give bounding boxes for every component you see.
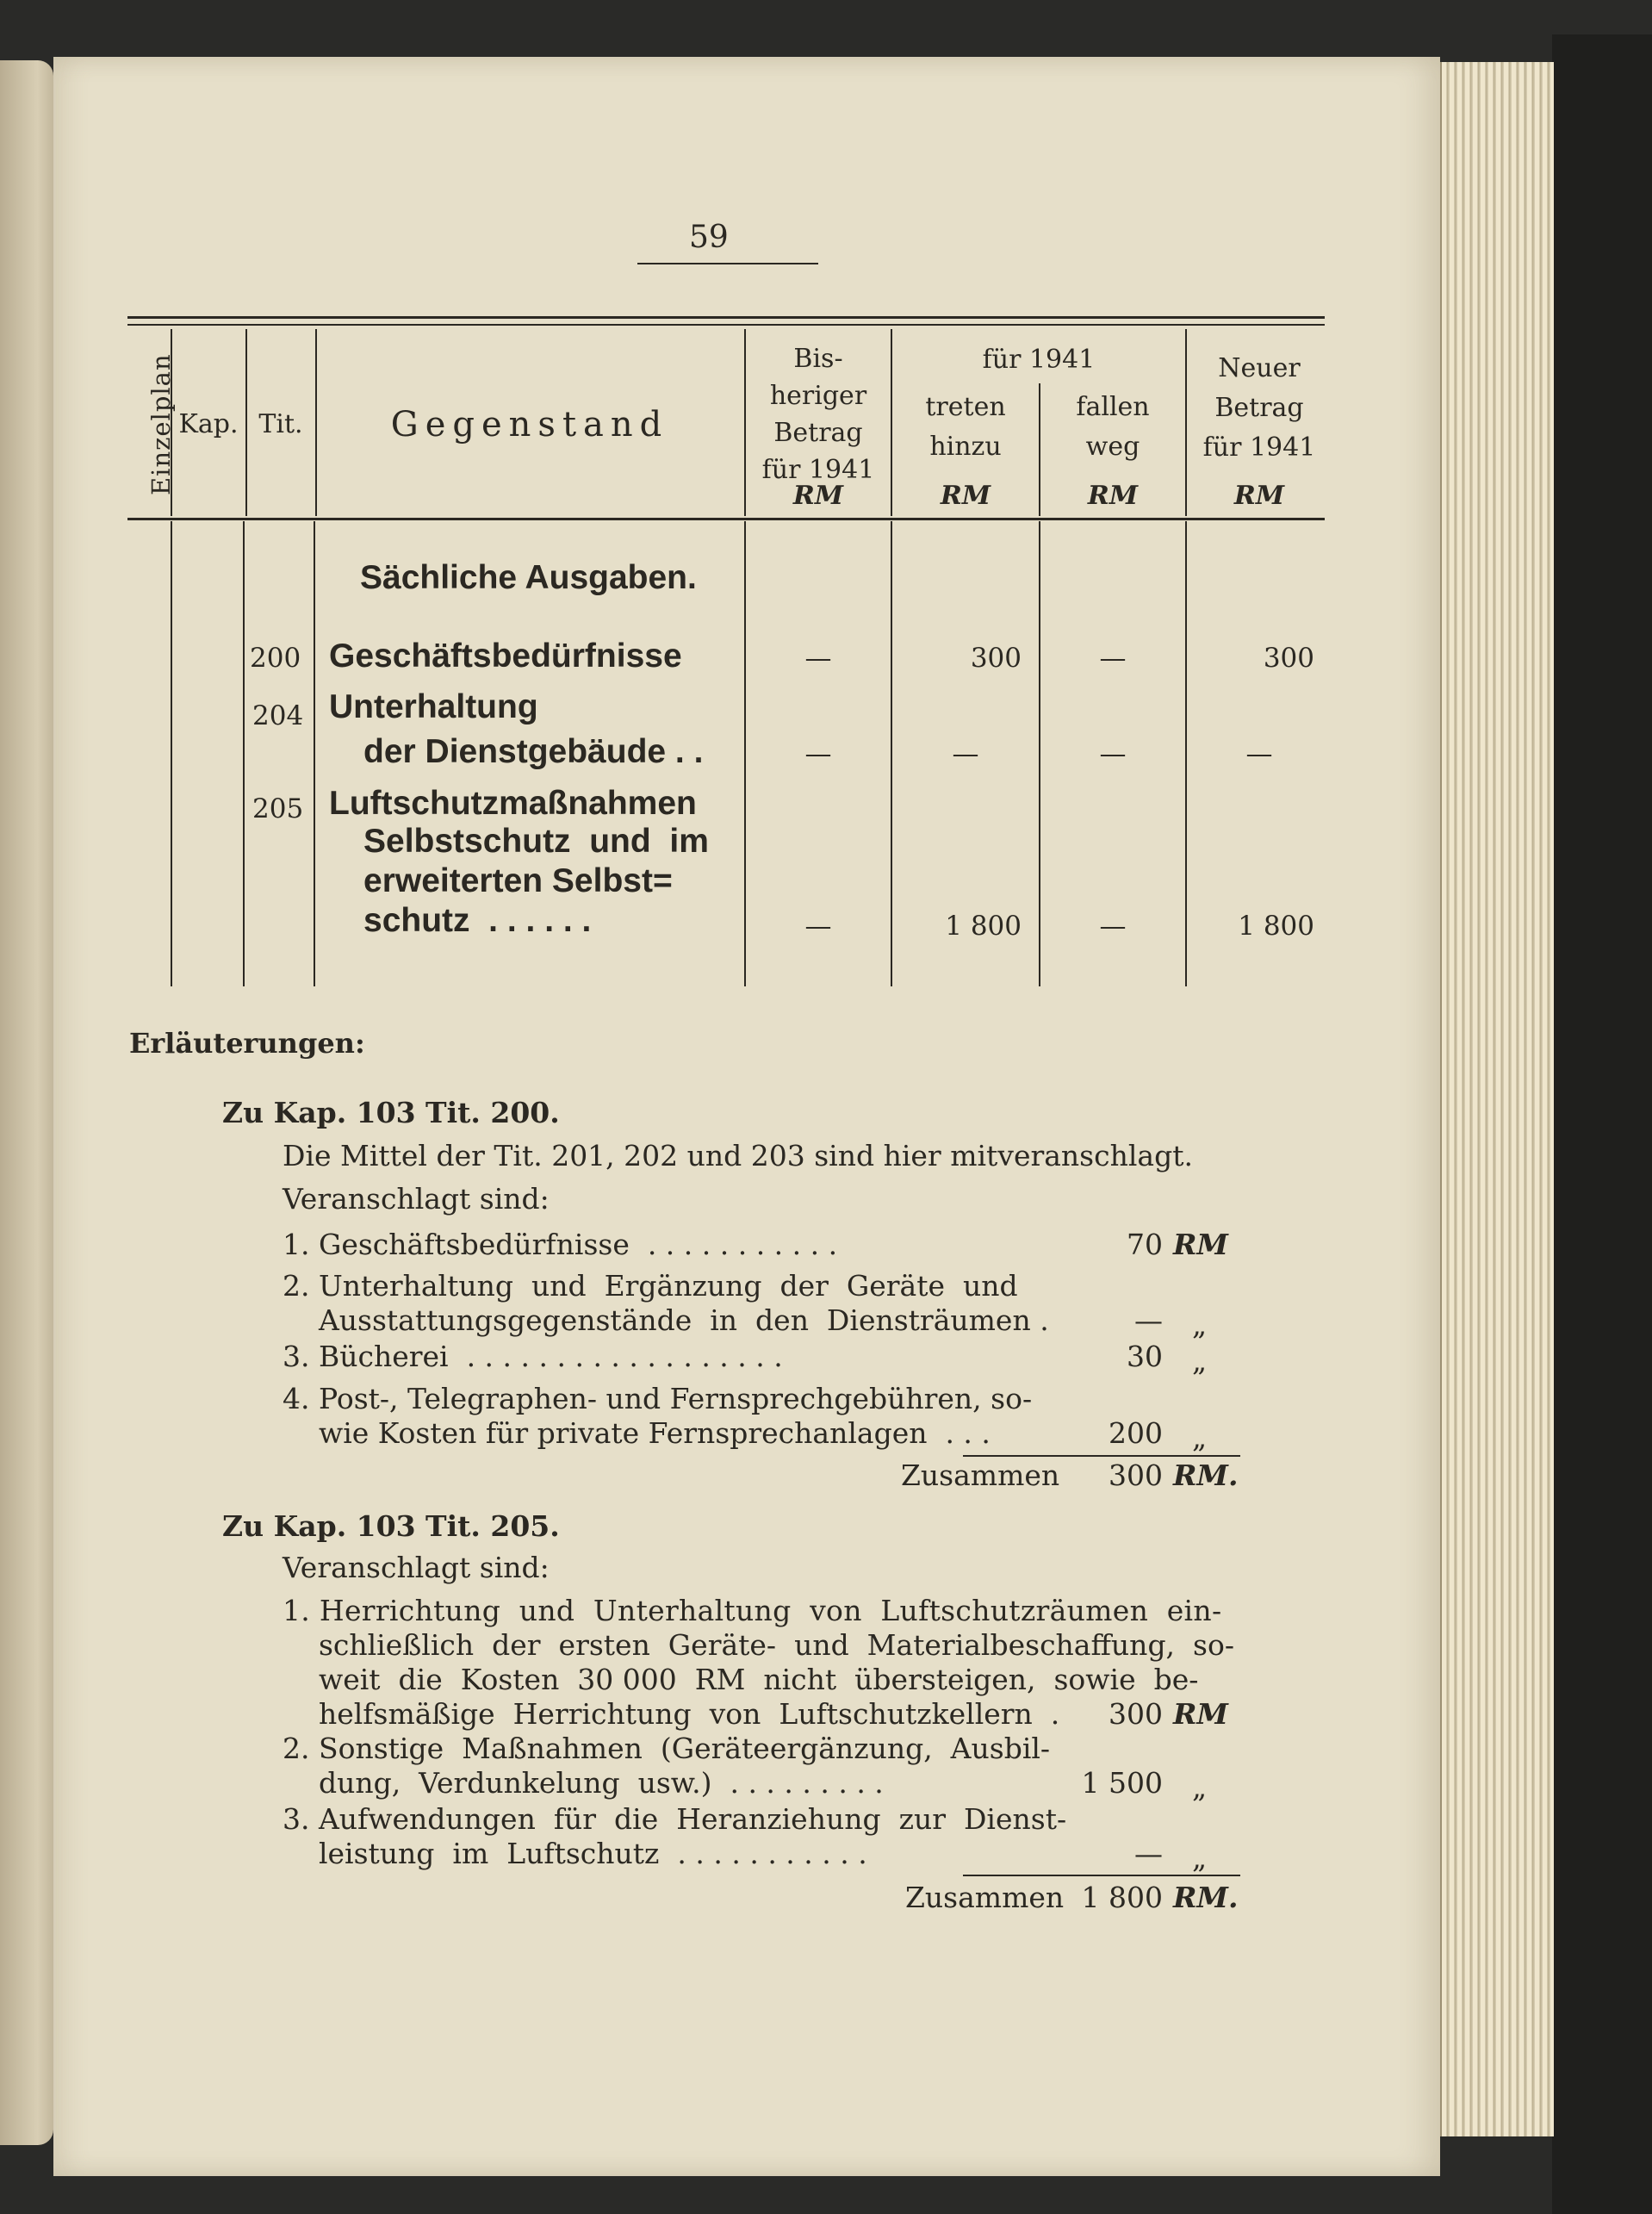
- item-unit: RM: [1173, 1697, 1228, 1731]
- item-line: 3. Bücherei . . . . . . . . . . . . . . . . . .: [283, 1340, 783, 1373]
- row-tit: 204: [252, 700, 304, 731]
- veranschlagt-label: Veranschlagt sind:: [283, 1182, 550, 1216]
- book-cover: [1552, 34, 1652, 2214]
- section-title: Zu Kap. 103 Tit. 205.: [222, 1509, 560, 1543]
- row-text: der Dienstgebäude . .: [363, 733, 704, 770]
- cell-neuer: —: [1245, 738, 1273, 769]
- item-unit: „: [1192, 1421, 1208, 1454]
- row-text: schutz . . . . . .: [363, 902, 592, 939]
- cell-treten: 300: [970, 643, 1022, 674]
- item-line: 3. Aufwendungen für die Heranziehung zur Dienst-: [283, 1802, 1067, 1836]
- section-title: Zu Kap. 103 Tit. 200.: [222, 1096, 560, 1129]
- header-bisheriger-line: Bis-: [793, 344, 843, 374]
- currency-label: RM: [1087, 481, 1139, 511]
- header-fallen: [1040, 388, 1185, 467]
- cell-fallen: —: [1099, 643, 1127, 674]
- table-top-rule: [127, 316, 1325, 319]
- cell-neuer: 1 800: [1238, 911, 1314, 942]
- item-line: 1. Herrichtung und Unterhaltung von Luftschutzräumen ein-: [283, 1594, 1222, 1627]
- item-amount: —: [1134, 1303, 1163, 1337]
- item-amount: 1 500: [1081, 1766, 1163, 1800]
- row-tit: 200: [250, 643, 301, 674]
- total-label: Zusammen: [901, 1458, 1060, 1492]
- item-unit: RM: [1173, 1228, 1228, 1261]
- currency-label: RM: [940, 481, 991, 511]
- cell-bisheriger: —: [804, 911, 832, 942]
- row-text: Unterhaltung: [329, 688, 538, 725]
- header-bottom-rule: [127, 518, 1325, 520]
- header-bisheriger-line: Betrag: [773, 418, 863, 448]
- header-neuer-line: Neuer: [1218, 353, 1301, 383]
- section-title: Sächliche Ausgaben.: [360, 559, 697, 596]
- item-amount: 200: [1109, 1416, 1163, 1450]
- header-gegenstand: Gegenstand: [390, 405, 669, 445]
- erlaeuterungen-heading: Erläuterungen:: [129, 1027, 365, 1060]
- item-unit: „: [1192, 1841, 1208, 1875]
- header-fallen-line: weg: [1085, 432, 1140, 462]
- item-line: Ausstattungsgegenstände in den Diensträumen .: [283, 1303, 1049, 1337]
- total-amount: 1 800: [1081, 1881, 1163, 1914]
- row-text: erweiterten Selbst=: [363, 862, 673, 899]
- total-amount: 300: [1109, 1458, 1163, 1492]
- cell-treten: —: [952, 738, 979, 769]
- item-line: leistung im Luftschutz . . . . . . . . . . .: [283, 1837, 867, 1870]
- header-neuer: [1187, 349, 1332, 468]
- page-edges: [1440, 62, 1554, 2136]
- page-number: 59: [689, 220, 729, 255]
- header-fuer-1941: für 1941: [982, 345, 1096, 375]
- sum-rule: [963, 1455, 1240, 1457]
- header-fallen-line: fallen: [1076, 392, 1150, 422]
- currency-label: RM: [792, 481, 844, 511]
- item-line: weit die Kosten 30 000 RM nicht übersteigen, sowie be-: [283, 1663, 1199, 1696]
- item-amount: 70: [1127, 1228, 1163, 1261]
- item-unit: „: [1192, 1344, 1208, 1378]
- item-line: schließlich der ersten Geräte- und Materialbeschaffung, so-: [283, 1628, 1234, 1662]
- currency-label: RM: [1233, 481, 1285, 511]
- page-number-rule: [637, 263, 818, 264]
- section-intro: Die Mittel der Tit. 201, 202 und 203 sind hier mitveranschlagt.: [283, 1139, 1193, 1172]
- header-tit: Tit.: [258, 409, 303, 439]
- header-kap: Kap.: [178, 409, 239, 439]
- col-divider: [314, 521, 315, 986]
- item-line: 2. Sonstige Maßnahmen (Geräteergänzung, Ausbil-: [283, 1732, 1051, 1765]
- sum-rule: [963, 1875, 1240, 1876]
- header-bisheriger-line: heriger: [769, 381, 867, 411]
- cell-fallen: —: [1099, 911, 1127, 942]
- table-top-rule-2: [127, 324, 1325, 326]
- col-divider: [243, 521, 245, 986]
- total-unit: RM.: [1173, 1458, 1239, 1492]
- col-divider: [171, 521, 172, 986]
- total-label: Zusammen: [905, 1881, 1065, 1914]
- item-amount: 300: [1109, 1697, 1163, 1731]
- item-line: helfsmäßige Herrichtung von Luftschutzkellern .: [283, 1697, 1060, 1731]
- header-treten: [892, 388, 1039, 467]
- row-tit: 205: [252, 793, 304, 824]
- total-unit: RM.: [1173, 1881, 1239, 1914]
- header-einzelplan: Einzelplan: [146, 353, 176, 495]
- cell-fallen: —: [1099, 738, 1127, 769]
- item-amount: 30: [1127, 1340, 1163, 1373]
- cell-bisheriger: —: [804, 643, 832, 674]
- header-neuer-line: für 1941: [1202, 432, 1316, 463]
- item-line: 1. Geschäftsbedürfnisse . . . . . . . . . . .: [283, 1228, 838, 1261]
- row-text: Luftschutzmaßnahmen: [329, 785, 697, 822]
- row-text: Selbstschutz und im: [363, 823, 709, 860]
- left-page-edge: [0, 60, 53, 2145]
- row-text: Geschäftsbedürfnisse: [329, 637, 682, 675]
- cell-treten: 1 800: [945, 911, 1022, 942]
- item-unit: „: [1192, 1770, 1208, 1804]
- item-unit: „: [1192, 1308, 1208, 1341]
- header-treten-line: treten: [925, 392, 1006, 422]
- header-bisheriger: [746, 340, 891, 488]
- cell-neuer: 300: [1263, 643, 1314, 674]
- cell-bisheriger: —: [804, 738, 832, 769]
- veranschlagt-label: Veranschlagt sind:: [283, 1551, 550, 1584]
- item-amount: —: [1134, 1837, 1163, 1870]
- item-line: dung, Verdunkelung usw.) . . . . . . . . .: [283, 1766, 884, 1800]
- item-line: wie Kosten für private Fernsprechanlagen . . .: [283, 1416, 991, 1450]
- header-treten-line: hinzu: [929, 432, 1002, 462]
- item-line: 4. Post-, Telegraphen- und Fernsprechgebühren, so-: [283, 1382, 1033, 1415]
- item-line: 2. Unterhaltung und Ergänzung der Geräte und: [283, 1269, 1018, 1303]
- header-bisheriger-line: für 1941: [761, 455, 875, 485]
- header-neuer-line: Betrag: [1214, 393, 1304, 423]
